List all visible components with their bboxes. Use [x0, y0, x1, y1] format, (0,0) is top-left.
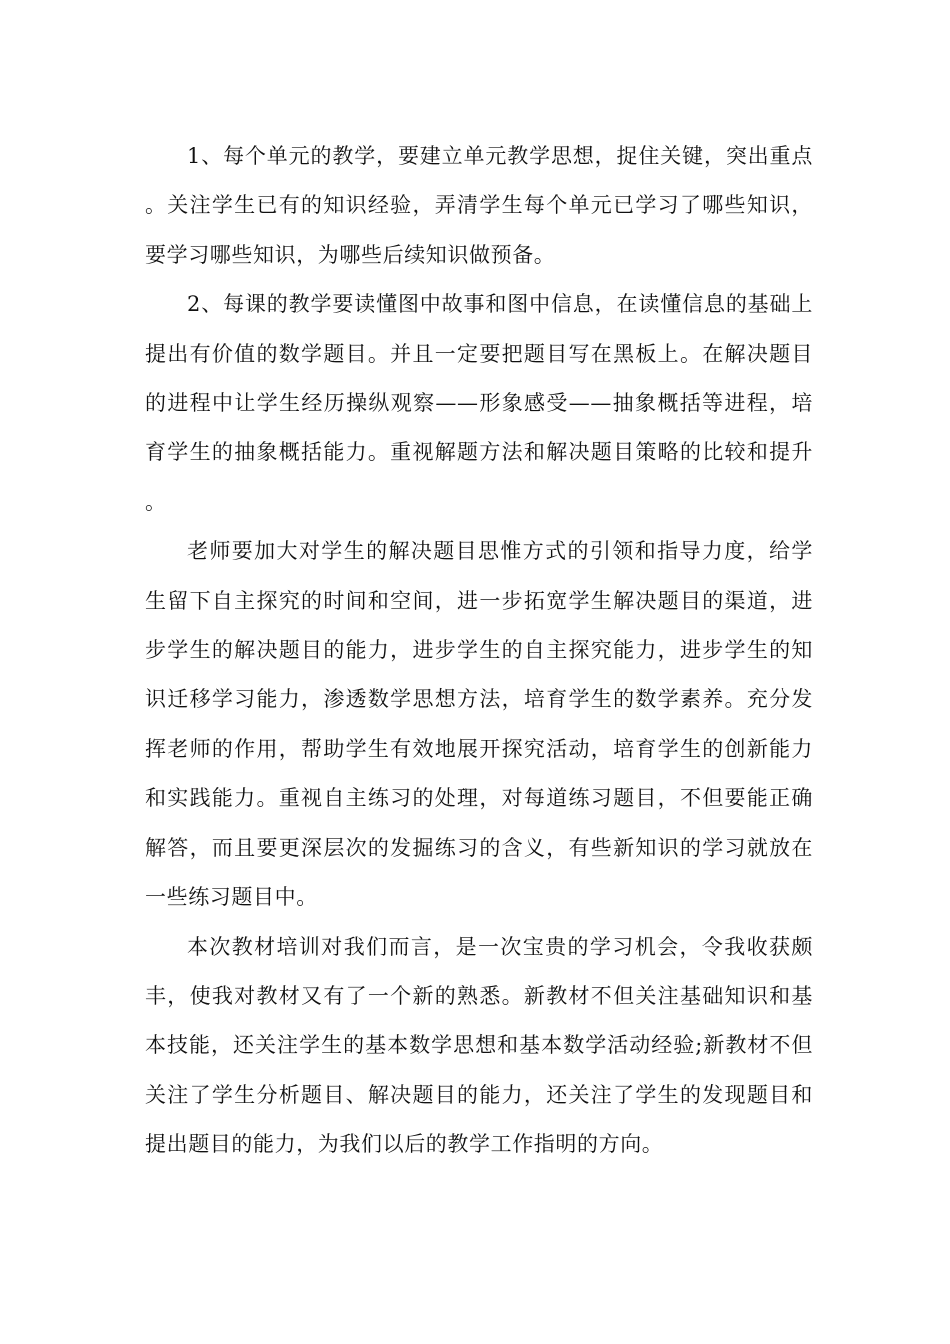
paragraph-unit-teaching: 1、每个单元的教学，要建立单元教学思想，捉住关键，突出重点。关注学生已有的知识经验，弄清学生每个单元已学习了哪些知识，要学习哪些知识，为哪些后续知识做预备。: [145, 144, 813, 267]
document-body: [145, 132, 813, 1170]
paragraph-lesson-teaching: 2、每课的教学要读懂图中故事和图中信息，在读懂信息的基础上提出有价值的数学题目。并且一定要把题目写在黑板上。在解决题目的进程中让学生经历操纵观察——形象感受——抽象概括等进程，培育学生的抽象概括能力。重视解题方法和解决题目策略的比较和提升。: [145, 292, 813, 514]
paragraph-teacher-guidance: 老师要加大对学生的解决题目思惟方式的引领和指导力度，给学生留下自主探究的时间和空间，进一步拓宽学生解决题目的渠道，进步学生的解决题目的能力，进步学生的自主探究能力，进步学生的知识迁移学习能力，渗透数学思想方法，培育学生的数学素养。充分发挥老师的作用，帮助学生有效地展开探究活动，培育学生的创新能力和实践能力。重视自主练习的处理，对每道练习题目，不但要能正确解答，而且要更深层次的发掘练习的含义，有些新知识的学习就放在一些练习题目中。: [145, 539, 813, 910]
paragraph-training-reflection: 本次教材培训对我们而言，是一次宝贵的学习机会，令我收获颇丰，使我对教材又有了一个新的熟悉。新教材不但关注基础知识和基本技能，还关注学生的基本数学思想和基本数学活动经验;新教材不但关注了学生分析题目、解决题目的能力，还关注了学生的发现题目和提出题目的能力，为我们以后的教学工作指明的方向。: [145, 934, 813, 1157]
